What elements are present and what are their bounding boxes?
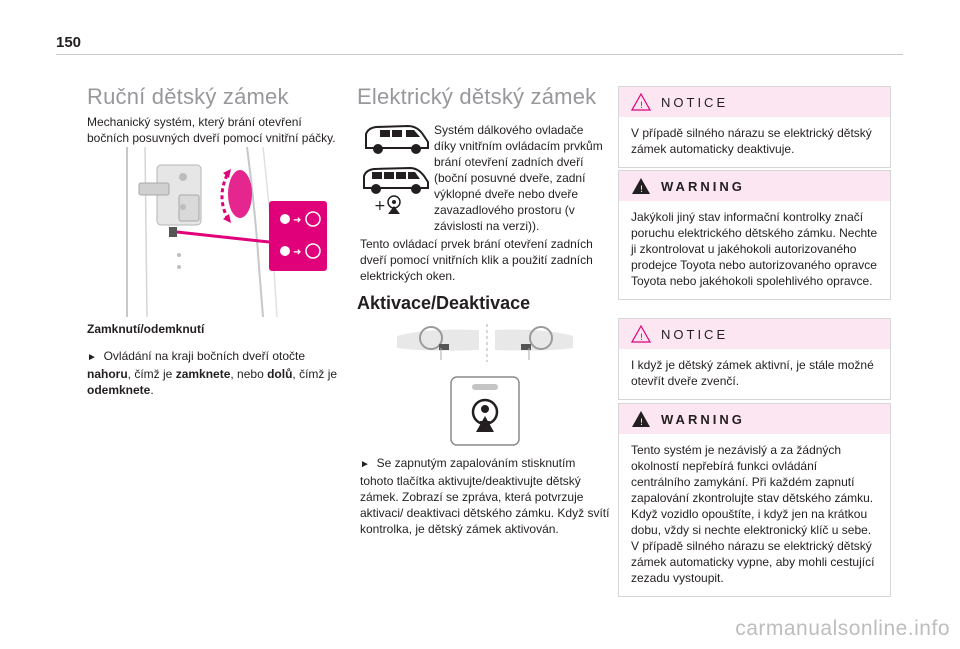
svg-text:➜: ➜ — [293, 215, 302, 226]
warning-text: Jakýkoli jiný stav informační kontrolky značí poruchu elektrického dětského zámku. Nechte ji zkontrolovat u jakéhokoli autorizovaného prodejce Toyota nebo autorizovaného opravce Toyota nebo jakéhokoli spolehlivého opravce. — [631, 210, 878, 288]
warning-triangle-icon — [631, 410, 651, 428]
van-icon — [360, 122, 432, 158]
svg-text:!: ! — [639, 333, 644, 343]
instruction-text: , čímž je — [292, 367, 338, 381]
notice-label: NOTICE — [661, 326, 729, 342]
notice-box — [618, 318, 891, 400]
lock-unlock-subtitle: Zamknutí/odemknutí — [87, 322, 205, 336]
manual-child-lock-intro: Mechanický systém, který brání otevření bočních posuvných dveří pomocí vnitřní páčky. — [87, 115, 336, 145]
notice-text: I když je dětský zámek aktivní, je stále možné otevřít dveře zvenčí. — [631, 358, 874, 388]
manual-lock-illustration — [87, 147, 343, 317]
manual-child-lock-title: Ruční dětský zámek — [87, 84, 289, 109]
activation-instruction — [360, 455, 612, 537]
instruction-text: Ovládání na kraji bočních dveří otočte — [103, 349, 306, 363]
page-number: 150 — [56, 34, 82, 51]
warning-label: WARNING — [661, 411, 745, 427]
dashboard-illustration — [395, 322, 575, 364]
warning-triangle-icon — [631, 177, 651, 195]
instruction-up: nahoru — [87, 367, 128, 381]
warning-text: Tento systém je nezávislý a za žádných okolností nepřebírá funkci ovládání centrálního zamykání. Při každém zapnutí zapalování zkontrolujte stav dětského zámku. Když vozidlo opouštíte, i když jen na krátkou dobu, vždy si nechte elektronický klíč u sebe. V případě silného nárazu se elektrický dětský zámek automaticky vypne, aby mohli cestující zezadu vystoupit. — [631, 443, 875, 585]
instruction-lock: zamknete — [175, 367, 231, 381]
svg-text:!: ! — [639, 418, 644, 428]
warning-box — [618, 170, 891, 300]
notice-header — [619, 319, 890, 349]
notice-box — [618, 86, 891, 168]
warning-triangle-icon — [631, 325, 651, 343]
lock-unlock-instruction — [87, 348, 349, 398]
notice-header — [619, 87, 890, 117]
electric-lock-description: Systém dálkového ovladače díky vnitřním ovládacím prvkům brání otevření zadních dveří (boční posuvné dveře, zadní výklopné dveře nebo dveře zavazadlového prostoru (v závislosti na verzi)). — [434, 123, 603, 233]
header-rule — [56, 54, 903, 55]
electric-child-lock-title: Elektrický dětský zámek — [357, 84, 597, 109]
instruction-unlock: odemknete — [87, 383, 151, 397]
warning-label: WARNING — [661, 178, 745, 194]
warning-triangle-icon — [631, 93, 651, 111]
child-lock-button-icon[interactable] — [450, 376, 520, 446]
instruction-down: dolů — [267, 367, 293, 381]
svg-text:+: + — [374, 198, 386, 214]
warning-header — [619, 171, 890, 201]
instruction-text: , čímž je — [127, 367, 176, 381]
electric-lock-paragraph: Tento ovládací prvek brání otevření zadních dveří pomocí vnitřních klik a použití zadních elektrických oken. — [360, 237, 593, 283]
warning-box — [618, 403, 891, 597]
instruction-text: . — [150, 383, 154, 397]
svg-text:!: ! — [639, 101, 644, 111]
van-icon — [360, 162, 432, 198]
step-arrow: ► — [87, 352, 97, 363]
notice-label: NOTICE — [661, 94, 729, 110]
notice-text: V případě silného nárazu se elektrický dětský zámek automaticky deaktivuje. — [631, 126, 872, 156]
watermark: carmanualsonline.info — [735, 617, 950, 640]
step-arrow: ► — [360, 459, 370, 470]
instruction-text: , nebo — [230, 367, 268, 381]
svg-text:➜: ➜ — [293, 247, 302, 258]
svg-text:!: ! — [639, 185, 644, 195]
child-lock-icon — [374, 194, 406, 216]
activation-instruction-text: Se zapnutým zapalováním stisknutím tohoto tlačítka aktivujte/deaktivujte dětský zámek. Zobrazí se zpráva, která potvrzuje aktivaci/ deaktivaci dětského zámku. Když svítí kontrolka, je dětský zámek aktivován. — [360, 456, 610, 536]
warning-header — [619, 404, 890, 434]
activation-subtitle: Aktivace/Deaktivace — [357, 293, 531, 313]
